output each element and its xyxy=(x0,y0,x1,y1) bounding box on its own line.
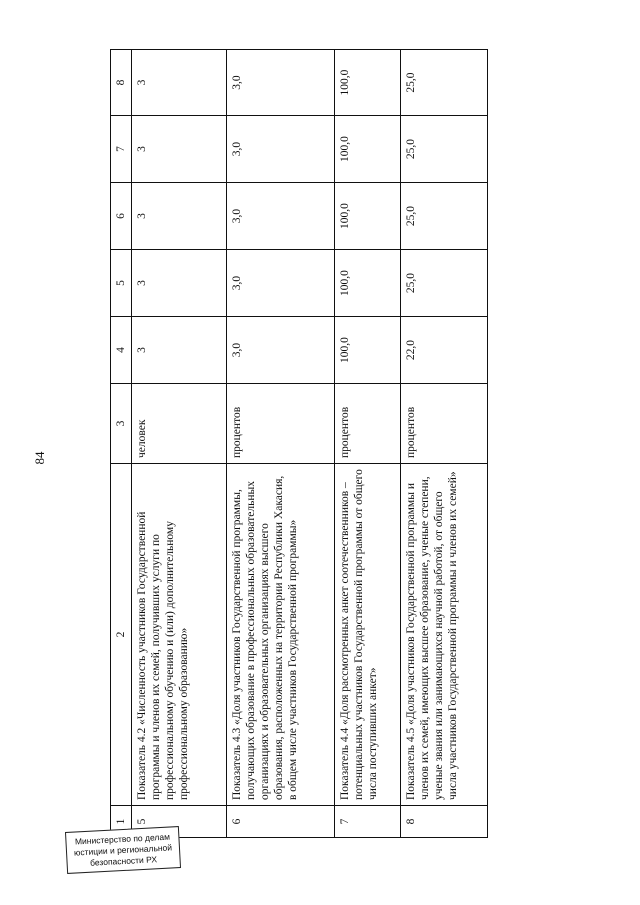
header-cell: 1 xyxy=(111,806,132,838)
value-cell: 22,0 xyxy=(401,317,488,384)
unit-cell: человек xyxy=(132,384,227,464)
indicator-text: Показатель 4.2 «Численность участников Государственной программы и членов их семей, получивших услуги по профессиональному обучению и (или) дополнительному профессиональному образованию» xyxy=(132,464,227,806)
unit-cell: процентов xyxy=(227,384,335,464)
value-cell: 3,0 xyxy=(227,317,335,384)
stamp-line: безопасности РХ xyxy=(89,853,158,868)
value-cell: 100,0 xyxy=(335,250,401,317)
header-cell: 6 xyxy=(111,183,132,250)
value-cell: 25,0 xyxy=(401,250,488,317)
header-cell: 3 xyxy=(111,384,132,464)
indicator-text: Показатель 4.3 «Доля участников Государственной программы, получающих образование в профессиональных образовательных организациях и образовательных организациях высшего образования, расположенных на территории Республики Хакасия, в общем числе участников Государственной программы» xyxy=(227,464,335,806)
indicator-text: Показатель 4.4 «Доля рассмотренных анкет соотечественников – потенциальных участников Государственной программы от общего числа поступивших анкет» xyxy=(335,464,401,806)
header-cell: 8 xyxy=(111,50,132,116)
value-cell: 3,0 xyxy=(227,250,335,317)
table-row xyxy=(335,50,401,838)
value-cell: 25,0 xyxy=(401,183,488,250)
rotated-table-container xyxy=(110,50,488,838)
header-cell: 4 xyxy=(111,317,132,384)
value-cell: 3 xyxy=(132,116,227,183)
value-cell: 3,0 xyxy=(227,183,335,250)
indicator-text: Показатель 4.5 «Доля участников Государственной программы и членов их семей, имеющих высшее образование, ученые степени, ученые звания или занимающихся научной работой, от общего числа участников Государственной программы и членов их семей» xyxy=(401,464,488,806)
value-cell: 3,0 xyxy=(227,50,335,116)
page-number: 84 xyxy=(32,451,47,465)
table-row xyxy=(401,50,488,838)
value-cell: 25,0 xyxy=(401,116,488,183)
table-row xyxy=(227,50,335,838)
header-cell: 2 xyxy=(111,464,132,806)
row-number: 6 xyxy=(227,806,335,838)
ministry-stamp xyxy=(65,826,181,874)
value-cell: 100,0 xyxy=(335,183,401,250)
value-cell: 3 xyxy=(132,50,227,116)
value-cell: 100,0 xyxy=(335,116,401,183)
stamp-line: Министерство по делам xyxy=(74,831,171,846)
value-cell: 3 xyxy=(132,250,227,317)
unit-cell: процентов xyxy=(401,384,488,464)
stamp-line: юстиции и региональной xyxy=(73,841,173,858)
value-cell: 100,0 xyxy=(335,317,401,384)
table-row xyxy=(132,50,227,838)
unit-cell: процентов xyxy=(335,384,401,464)
table-header-row xyxy=(111,50,132,838)
value-cell: 3 xyxy=(132,317,227,384)
header-cell: 5 xyxy=(111,250,132,317)
row-number: 5 xyxy=(132,806,227,838)
value-cell: 3,0 xyxy=(227,116,335,183)
indicators-table xyxy=(110,49,488,838)
header-cell: 7 xyxy=(111,116,132,183)
row-number: 7 xyxy=(335,806,401,838)
value-cell: 100,0 xyxy=(335,50,401,116)
value-cell: 3 xyxy=(132,183,227,250)
value-cell: 25,0 xyxy=(401,50,488,116)
row-number: 8 xyxy=(401,806,488,838)
